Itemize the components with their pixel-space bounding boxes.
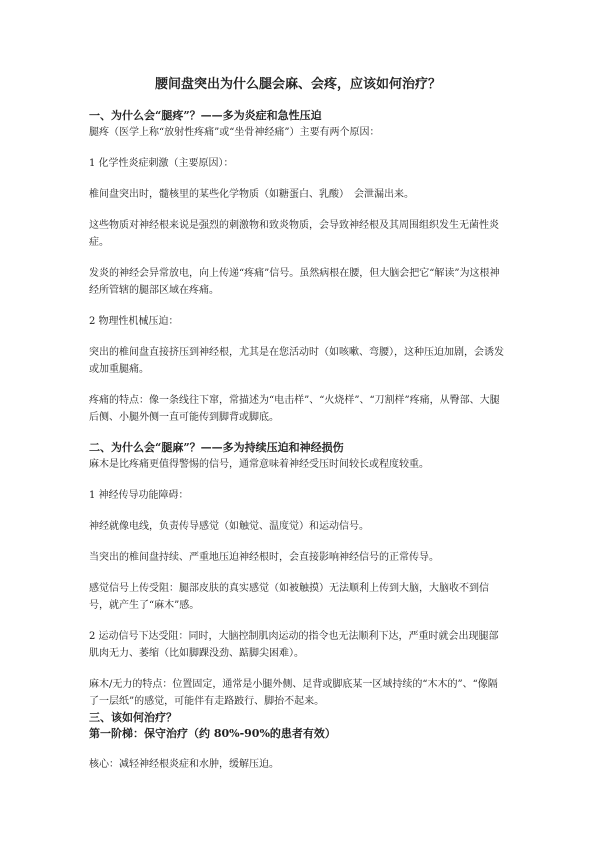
section-2-heading: 二、为什么会“腿麻”？——多为持续压迫和神经损伤	[89, 441, 344, 454]
paragraph: 感觉信号上传受阻：腿部皮肤的真实感觉（如被触摸）无法顺利上传到大脑，大脑收不到信号，就产生了“麻木”感。	[89, 583, 489, 611]
section-1-item-2-title: 2 物理性机械压迫：	[89, 316, 179, 327]
paragraph: 2 运动信号下达受阻：同时，大脑控制肌肉运动的指令也无法顺利下达，严重时就会出现腿部肌肉无力、萎缩（比如脚踝没劲、踮脚尖困难）。	[89, 631, 499, 659]
paragraph: 核心：减轻神经根炎症和水肿，缓解压迫。	[89, 759, 279, 770]
section-2-intro: 麻木是比疼痛更值得警惕的信号，通常意味着神经受压时间较长或程度较重。	[89, 459, 429, 470]
paragraph: 椎间盘突出时，髓核里的某些化学物质（如糖蛋白、乳酸） 会泄漏出来。	[89, 189, 414, 200]
paragraph: 神经就像电线，负责传导感觉（如触觉、温度觉）和运动信号。	[89, 521, 369, 532]
section-1-heading: 一、为什么会“腿疼”？——多为炎症和急性压迫	[89, 109, 322, 122]
document-page	[89, 76, 507, 773]
section-1-intro: 腿疼（医学上称“放射性疼痛”或“坐骨神经痛”）主要有两个原因：	[89, 127, 380, 138]
paragraph: 这些物质对神经根来说是强烈的刺激物和致炎物质，会导致神经根及其周围组织发生无菌性炎症。	[89, 220, 499, 248]
section-2-item-1-title: 1 神经传导功能障碍：	[89, 490, 189, 501]
page-title: 腰间盘突出为什么腿会麻、会疼，应该如何治疗？	[154, 77, 441, 92]
section-3-heading: 三、该如何治疗？	[89, 711, 177, 724]
stage-1-heading: 第一阶梯：保守治疗（约 80%-90%的患者有效）	[89, 727, 336, 740]
paragraph: 发炎的神经会异常放电，向上传递“疼痛”信号。虽然病根在腰，但大脑会把它“解读”为这根神经所管辖的腿部区域在疼痛。	[89, 268, 500, 296]
paragraph: 突出的椎间盘直接挤压到神经根，尤其是在您活动时（如咳嗽、弯腰），这种压迫加剧，会诱发或加重腿痛。	[89, 347, 504, 375]
paragraph: 麻木/无力的特点：位置固定，通常是小腿外侧、足背或脚底某一区域持续的“木木的”、“像隔了一层纸”的感觉，可能伴有走路跛行、脚抬不起来。	[89, 679, 498, 707]
paragraph: 疼痛的特点：像一条线往下窜，常描述为“电击样”、“火烧样”、“刀割样”疼痛，从臀部、大腿后侧、小腿外侧一直可能传到脚背或脚底。	[89, 395, 500, 423]
paragraph: 当突出的椎间盘持续、严重地压迫神经根时，会直接影响神经信号的正常传导。	[89, 552, 439, 563]
section-1-item-1-title: 1 化学性炎症刺激（主要原因）：	[89, 158, 234, 169]
